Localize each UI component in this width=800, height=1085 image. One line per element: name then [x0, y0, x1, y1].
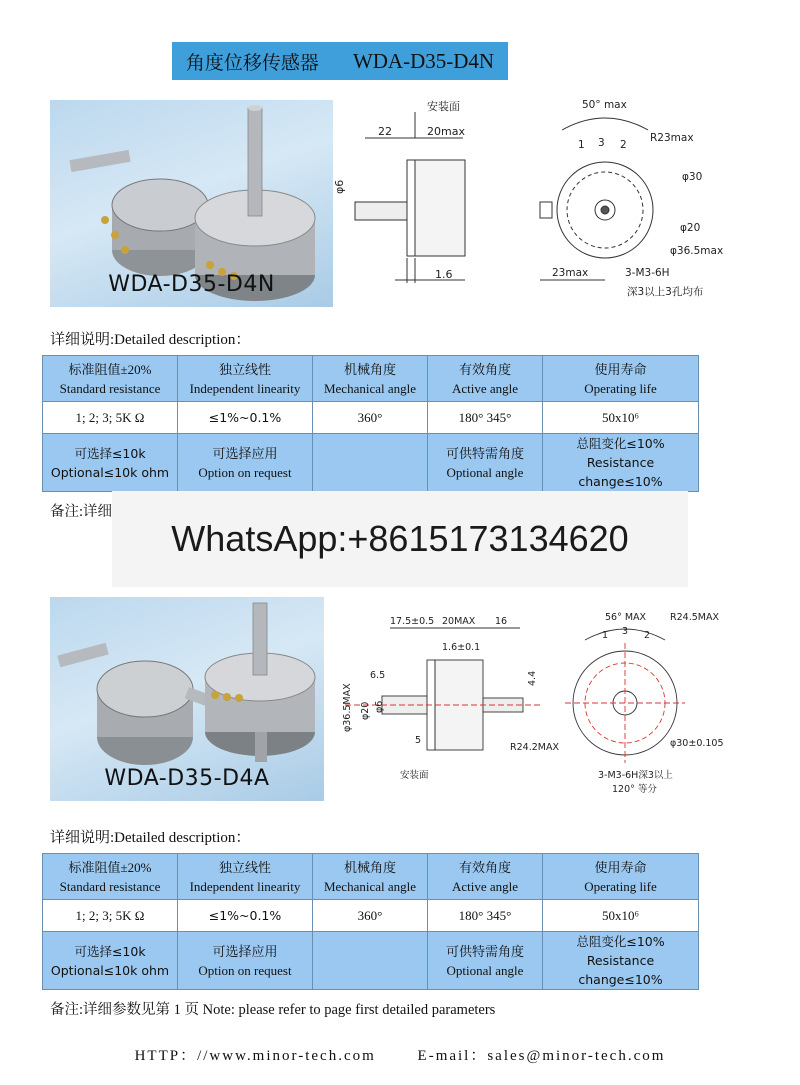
- table-cell: 1; 2; 3; 5K Ω: [43, 900, 178, 932]
- thread-note-1: 深3以上3孔均布: [627, 286, 704, 298]
- spacing-label-2: 120° 等分: [612, 784, 657, 795]
- table-cell: 有效角度 Active angle: [428, 356, 543, 402]
- side-view-drawing-1: [335, 98, 495, 293]
- table-cell: 使用寿命 Operating life: [543, 854, 699, 900]
- product-photo-2: [50, 597, 324, 801]
- table-cell: 180° 345°: [428, 900, 543, 932]
- title-cn: 角度位移传感器: [185, 51, 319, 74]
- phi20-label-1: φ20: [680, 222, 701, 234]
- footer-email[interactable]: E-mail：sales@minor-tech.com: [417, 1048, 666, 1064]
- table-cell: 1; 2; 3; 5K Ω: [43, 402, 178, 434]
- pin2-label-2: 2: [644, 630, 651, 641]
- footer-website[interactable]: HTTP：//www.minor-tech.com: [134, 1048, 376, 1064]
- table-cell: 独立线性 Independent linearity: [178, 854, 313, 900]
- table-cell: 可选择应用 Option on request: [178, 932, 313, 990]
- table-cell: 有效角度 Active angle: [428, 854, 543, 900]
- dim-6-5: 6.5: [370, 670, 386, 681]
- table-row: [43, 854, 699, 900]
- table-cell: 机械角度 Mechanical angle: [313, 356, 428, 402]
- dim-r24-2: R24.2MAX: [510, 742, 559, 753]
- dim-phi20-2: φ20: [360, 701, 371, 720]
- dim-1-6-2: 1.6±0.1: [442, 642, 481, 653]
- table-row: [43, 932, 699, 990]
- dim-phi6: φ6: [333, 179, 346, 194]
- note-1: 备注:详细: [50, 504, 113, 520]
- dim-phi36-5: φ36.5MAX: [342, 683, 353, 732]
- dim-20max-2: 20MAX: [442, 616, 476, 627]
- phi36-5max-label: φ36.5max: [670, 245, 724, 257]
- table-cell: 机械角度 Mechanical angle: [313, 854, 428, 900]
- note-2: 备注:详细参数见第 1 页 Note: please refer to page first detailed parameters: [50, 1002, 496, 1018]
- table-cell: 独立线性 Independent linearity: [178, 356, 313, 402]
- desc-label-1: 详细说明:Detailed description：: [50, 332, 251, 348]
- desc-label-2: 详细说明:Detailed description：: [50, 830, 251, 846]
- phi30-label-1: φ30: [682, 171, 703, 183]
- label-mount-face: 安装面: [427, 100, 460, 113]
- table-cell: 总阻变化≤10% Resistance change≤10%: [543, 932, 699, 990]
- dim-4-4: 4.4: [527, 670, 538, 686]
- pin2-label-1: 2: [620, 139, 627, 151]
- table-cell: 可供特需角度 Optional angle: [428, 932, 543, 990]
- table-cell: 可选择≤10k Optional≤10k ohm: [43, 932, 178, 990]
- table-cell: 50x10⁶: [543, 402, 699, 434]
- title-model: WDA-D35-D4N: [352, 48, 495, 73]
- table-cell: [313, 434, 428, 492]
- table-cell: ≤1%~0.1%: [178, 402, 313, 434]
- spec-table-1: [42, 355, 699, 492]
- dim-5: 5: [415, 735, 422, 746]
- dim-20max: 20max: [427, 125, 465, 138]
- table-row: [43, 434, 699, 492]
- dim-phi6-2: φ6: [374, 700, 385, 713]
- table-cell: [313, 932, 428, 990]
- footer: [0, 1044, 800, 1065]
- thread-label-2: 3-M3-6H深3以上: [598, 770, 673, 781]
- table-cell: 50x10⁶: [543, 900, 699, 932]
- r24-5-label: R24.5MAX: [670, 612, 719, 623]
- table-cell: 可供特需角度 Optional angle: [428, 434, 543, 492]
- table-cell: 使用寿命 Operating life: [543, 356, 699, 402]
- pin1-label-2: 1: [602, 630, 609, 641]
- table-cell: 360°: [313, 402, 428, 434]
- table-row: [43, 900, 699, 932]
- table-cell: 可选择≤10k Optional≤10k ohm: [43, 434, 178, 492]
- dim-1-6: 1.6: [435, 268, 453, 281]
- table-cell: 180° 345°: [428, 402, 543, 434]
- r23max-label: R23max: [650, 132, 694, 144]
- table-cell: 360°: [313, 900, 428, 932]
- pin3-label-2: 3: [622, 626, 629, 637]
- dim-16: 16: [495, 616, 508, 627]
- dim-23max-1: 23max: [552, 267, 589, 279]
- pin1-label-1: 1: [578, 139, 585, 151]
- angle-label-2: 56° MAX: [605, 612, 647, 623]
- product-model-label-1: WDA-D35-D4N: [108, 272, 275, 297]
- table-cell: 标准阻值±20% Standard resistance: [43, 356, 178, 402]
- dim-22: 22: [378, 125, 392, 138]
- front-view-drawing-1: [530, 98, 730, 303]
- product-photo-1: [50, 100, 333, 307]
- page-title: [172, 42, 508, 80]
- phi30-label-2: φ30±0.105: [670, 738, 724, 749]
- pin3-label-1: 3: [598, 137, 605, 149]
- product-model-label-2: WDA-D35-D4A: [104, 766, 270, 791]
- side-view-drawing-2: [330, 608, 559, 793]
- table-cell: ≤1%~0.1%: [178, 900, 313, 932]
- thread-label-1: 3-M3-6H: [625, 267, 670, 279]
- table-row: [43, 356, 699, 402]
- label-mount-face-2: 安装面: [400, 770, 429, 781]
- table-cell: 标准阻值±20% Standard resistance: [43, 854, 178, 900]
- spec-table-2: [42, 853, 699, 990]
- front-view-drawing-2: [560, 608, 745, 798]
- angle-label-1: 50° max: [582, 99, 627, 111]
- table-cell: 可选择应用 Option on request: [178, 434, 313, 492]
- dim-17-5: 17.5±0.5: [390, 616, 435, 627]
- table-cell: 总阻变化≤10% Resistance change≤10%: [543, 434, 699, 492]
- table-row: [43, 402, 699, 434]
- whatsapp-banner: WhatsApp:+8615173134620: [112, 491, 688, 587]
